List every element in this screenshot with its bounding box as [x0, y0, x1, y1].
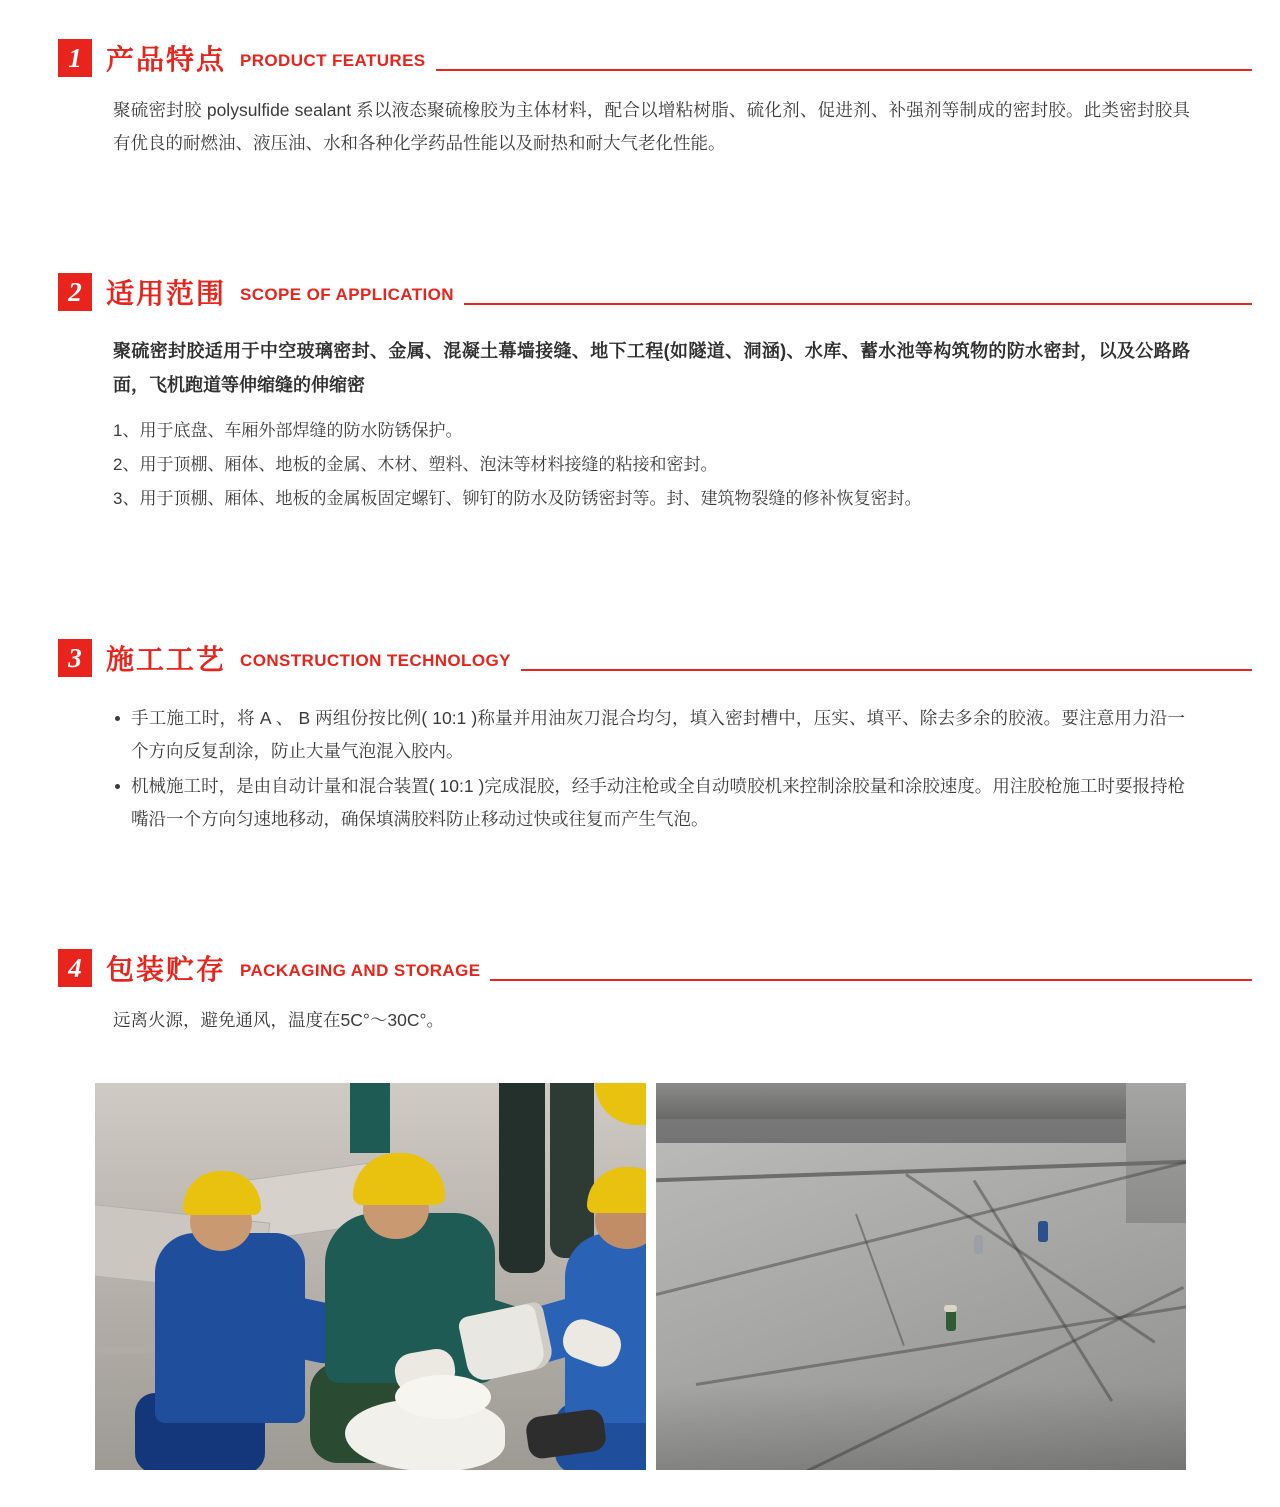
section-packaging-and-storage: [0, 944, 1280, 1037]
section-number-badge: 2: [58, 273, 92, 311]
header-rule: [490, 979, 1252, 981]
section-title-cn: 产品特点: [106, 44, 227, 75]
photo-dam-slope-sealing-site: [656, 1083, 1186, 1470]
section-header: [58, 944, 1252, 992]
section-title-en: SCOPE OF APPLICATION: [240, 285, 454, 304]
header-rule: [521, 669, 1252, 671]
photo-gallery: [95, 1083, 1186, 1470]
section-header: [58, 34, 1252, 82]
section-title-cn: 适用范围: [106, 278, 227, 309]
section-title-en: PRODUCT FEATURES: [240, 51, 426, 70]
section-construction-technology: [0, 634, 1280, 838]
section-paragraph: 聚硫密封胶 polysulfide sealant 系以液态聚硫橡胶为主体材料，配合以增粘树脂、硫化剂、促进剂、补强剂等制成的密封胶。此类密封胶具有优良的耐燃油、液压油、水和各种化学药品性能以及耐热和耐大气老化性能。: [113, 100, 1190, 153]
scope-item: 1、用于底盘、车厢外部焊缝的防水防锈保护。: [113, 421, 463, 440]
section-number-badge: 3: [58, 639, 92, 677]
section-number-badge: 4: [58, 949, 92, 987]
section-paragraph: 远离火源，避免通风，温度在5C°～30C°。: [113, 1010, 444, 1030]
list-item: 手工施工时，将 A 、 B 两组份按比例( 10:1 )称量并用油灰刀混合均匀，填入密封槽中，压实、填平、除去多余的胶液。要注意用力沿一个方向反复刮涂，防止大量气泡混入胶内。: [113, 702, 1185, 768]
photo-workers-mixing-sealant: [95, 1083, 646, 1470]
section-title-cn: 包装贮存: [106, 954, 227, 985]
section-number-badge: 1: [58, 39, 92, 77]
list-item: 机械施工时，是由自动计量和混合装置( 10:1 )完成混胶，经手动注枪或全自动喷胶机来控制涂胶量和涂胶速度。用注胶枪施工时要报持枪嘴沿一个方向匀速地移动，确保填满胶料防止移动过快或往复而产生气泡。: [113, 770, 1185, 836]
section-header: [58, 634, 1252, 682]
section-product-features: [0, 34, 1280, 160]
section-title-en: PACKAGING AND STORAGE: [240, 961, 481, 980]
construction-bullet-list: [113, 702, 1185, 836]
section-scope-of-application: [0, 268, 1280, 516]
header-rule: [436, 69, 1252, 71]
section-title-en: CONSTRUCTION TECHNOLOGY: [240, 651, 511, 670]
section-title-cn: 施工工艺: [106, 644, 227, 675]
scope-item: 2、用于顶棚、厢体、地板的金属、木材、塑料、泡沫等材料接缝的粘接和密封。: [113, 455, 718, 474]
section-header: [58, 268, 1252, 316]
scope-lead-text: 聚硫密封胶适用于中空玻璃密封、金属、混凝土幕墙接缝、地下工程(如隧道、洞涵)、水库、蓄水池等构筑物的防水密封，以及公路路面，飞机跑道等伸缩缝的伸缩密: [113, 341, 1190, 395]
scope-item: 3、用于顶棚、厢体、地板的金属板固定螺钉、铆钉的防水及防锈密封等。封、建筑物裂缝的修补恢复密封。: [113, 489, 922, 508]
header-rule: [464, 303, 1252, 305]
